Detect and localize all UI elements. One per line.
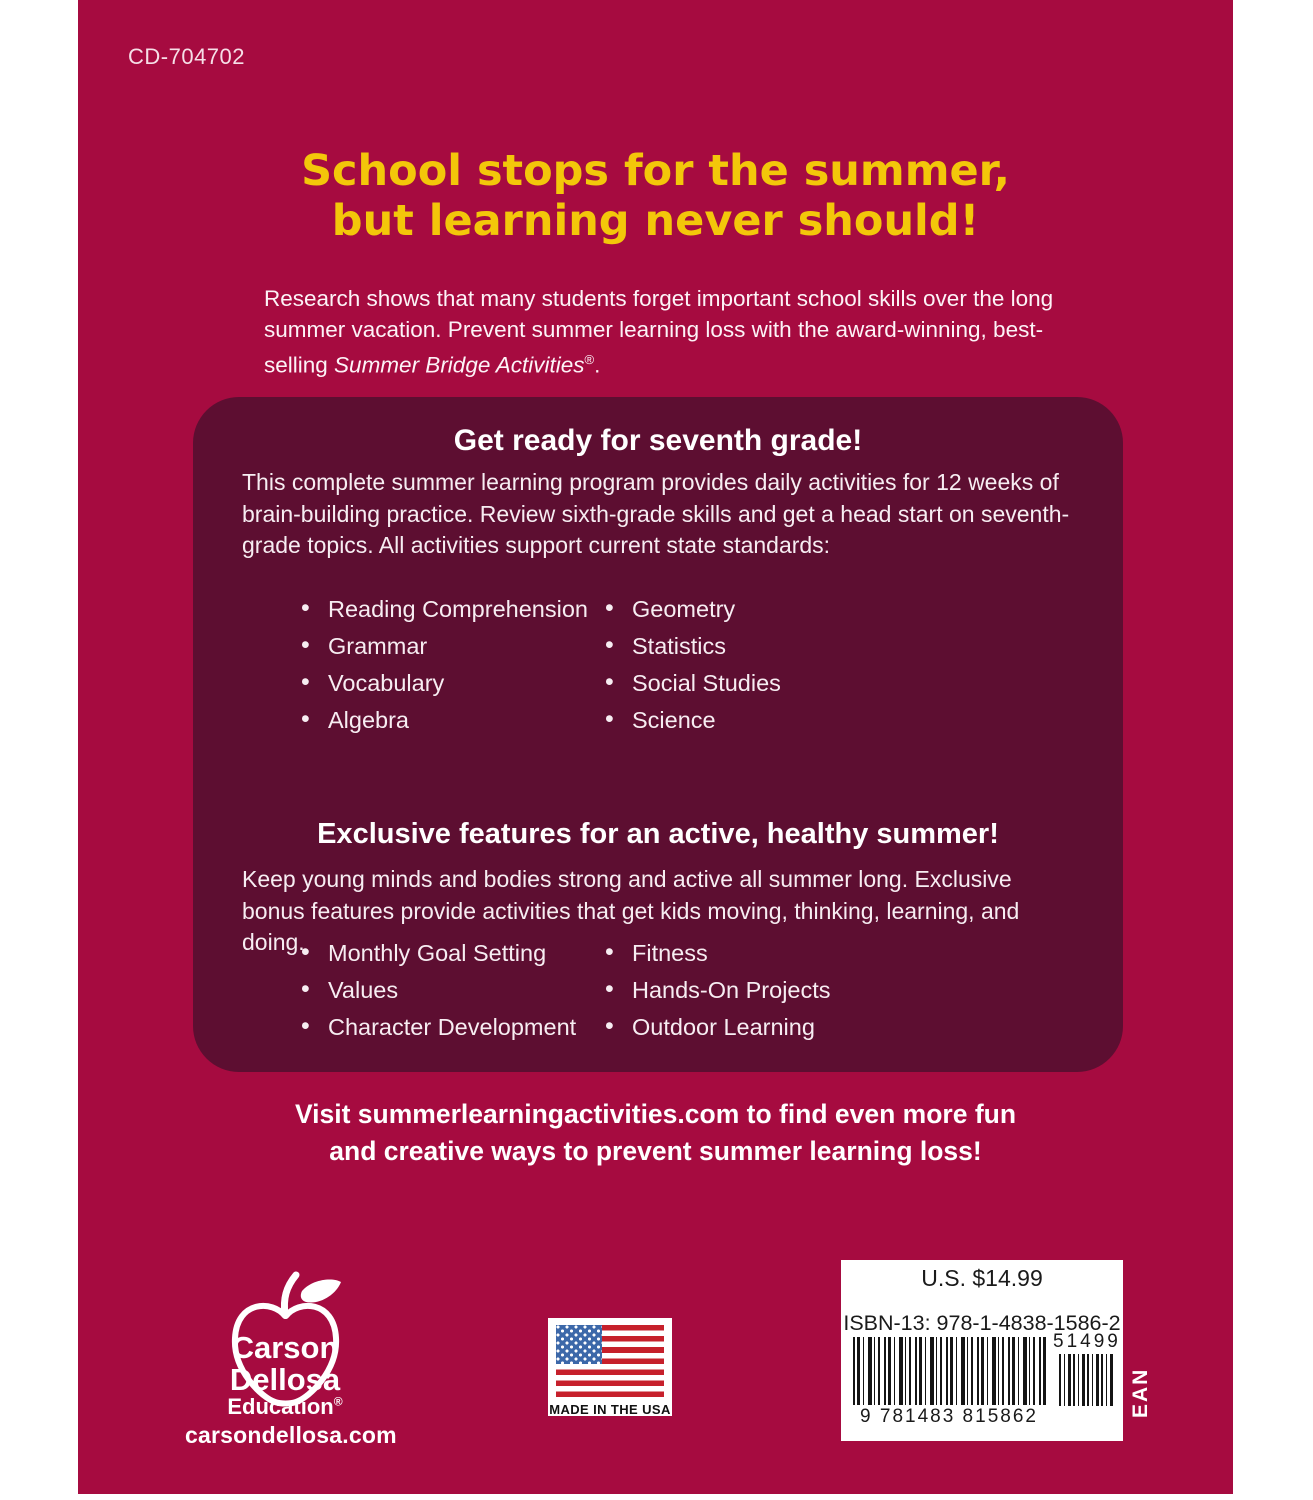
publisher-website: carsondellosa.com: [185, 1422, 397, 1448]
list-item: • Social Studies: [632, 671, 781, 695]
flag-canton: [556, 1325, 602, 1364]
made-in-usa-label: MADE IN THE USA: [549, 1402, 671, 1417]
features-list-column-1: [328, 941, 576, 1052]
list-item: • Science: [632, 708, 781, 732]
barcode-digits: 9 781483 815862: [860, 1406, 1038, 1427]
price-label: U.S. $14.99: [921, 1265, 1043, 1291]
panel-paragraph-features: Keep young minds and bodies strong and active all summer long. Exclusive bonus features provide activities that get kids moving, thinking, learning, and doing.: [242, 866, 1020, 955]
list-item: • Fitness: [632, 941, 831, 965]
callout-line-2: and creative ways to prevent summer learning loss!: [329, 1136, 982, 1166]
headline-line-1: School stops for the summer,: [301, 146, 1010, 196]
website-callout: [78, 1096, 1233, 1170]
panel-heading-features: Exclusive features for an active, healthy summer!: [317, 818, 999, 850]
product-code: CD-704702: [128, 44, 246, 69]
list-item: • Monthly Goal Setting: [328, 941, 576, 965]
registered-mark: ®: [333, 1394, 343, 1409]
intro-paragraph: [264, 284, 1079, 381]
ean-label: EAN: [1129, 1367, 1152, 1418]
intro-text: Research shows that many students forget important school skills over the long summer vacation. Prevent summer learning loss with the award-winning, best-selling: [264, 286, 1054, 378]
made-in-usa-badge: [548, 1318, 672, 1416]
publisher-education-label: Education: [227, 1394, 334, 1419]
panel-paragraph-program: This complete summer learning program provides daily activities for 12 weeks of brain-building practice. Review sixth-grade skills and get a head start on seventh-grade topics. All activities support current state standards:: [242, 469, 1070, 558]
list-item: • Vocabulary: [328, 671, 588, 695]
panel-heading-grade: Get ready for seventh grade!: [453, 424, 863, 457]
headline-line-2: but learning never should!: [331, 196, 980, 246]
info-panel: [193, 397, 1123, 1072]
callout-line-1: Visit summerlearningactivities.com to find even more fun: [294, 1099, 1017, 1129]
publisher-name-line-1: Carson: [231, 1330, 339, 1365]
us-flag-icon: [556, 1325, 664, 1397]
isbn-label: ISBN-13: 978-1-4838-1586-2: [843, 1311, 1121, 1335]
barcode-icon: [853, 1337, 1049, 1405]
list-item: • Grammar: [328, 634, 588, 658]
list-item: • Geometry: [632, 597, 781, 621]
headline: [78, 146, 1233, 246]
list-item: • Outdoor Learning: [632, 1015, 831, 1039]
list-item: • Hands-On Projects: [632, 978, 831, 1002]
barcode-panel: [841, 1260, 1123, 1441]
book-title: Summer Bridge Activities: [334, 352, 585, 378]
list-item: • Algebra: [328, 708, 588, 732]
skills-list-column-2: [632, 597, 781, 745]
list-item: • Reading Comprehension: [328, 597, 588, 621]
publisher-logo: [185, 1270, 397, 1448]
book-back-cover: [78, 0, 1233, 1494]
skills-list-column-1: [328, 597, 588, 745]
publisher-name-line-3: [185, 1394, 385, 1420]
list-item: • Statistics: [632, 634, 781, 658]
list-item: • Character Development: [328, 1015, 576, 1039]
intro-period: .: [594, 352, 601, 378]
publisher-name-line-2: Dellosa: [229, 1362, 341, 1397]
barcode-addon-digits: 51499: [1053, 1331, 1121, 1352]
barcode-addon-icon: [1059, 1354, 1113, 1406]
list-item: • Values: [328, 978, 576, 1002]
registered-mark: ®: [584, 352, 595, 367]
features-list-column-2: [632, 941, 831, 1052]
